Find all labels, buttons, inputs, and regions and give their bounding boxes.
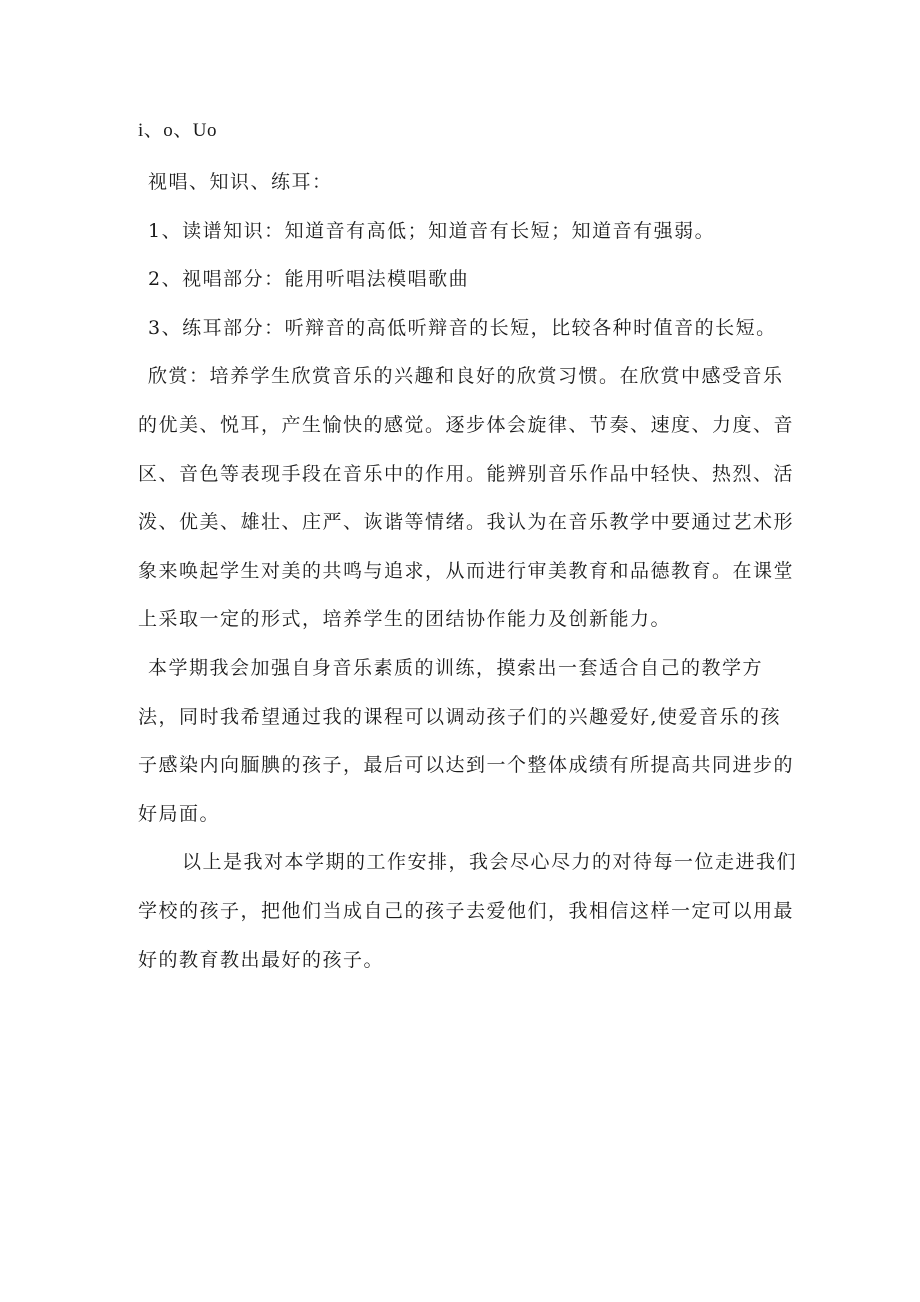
paragraph-plan: 本学期我会加强自身音乐素质的训练，摸索出一套适合自己的教学方法，同时我希望通过我的课程可以调动孩子们的兴趣爱好,使爱音乐的孩子感染内向腼腆的孩子，最后可以达到一个整体成绩有所提高共同进步的好局面。: [138, 656, 795, 825]
paragraph-conclusion: 以上是我对本学期的工作安排，我会尽心尽力的对待每一位走进我们学校的孩子，把他们当成自己的孩子去爱他们，我相信这样一定可以用最好的教育教出最好的孩子。: [138, 851, 798, 971]
paragraph-appreciation: 欣赏：培养学生欣赏音乐的兴趣和良好的欣赏习惯。在欣赏中感受音乐的优美、悦耳，产生愉快的感觉。逐步体会旋律、节奏、速度、力度、音区、音色等表现手段在音乐中的作用。能辨别音乐作品中轻快、热烈、活泼、优美、雄壮、庄严、诙谐等情绪。我认为在音乐教学中要通过艺术形象来唤起学生对美的共鸣与追求，从而进行审美教育和品德教育。在课堂上采取一定的形式，培养学生的团结协作能力及创新能力。: [138, 365, 795, 631]
list-item-reading: 1、读谱知识：知道音有高低；知道音有长短；知道音有强弱。: [148, 219, 716, 242]
list-item-singing: 2、视唱部分：能用听唱法模唱歌曲: [148, 268, 470, 291]
document-body: [138, 118, 798, 984]
phonetic-line: i、o、Uo: [138, 120, 218, 141]
section-heading: 视唱、知识、练耳：: [148, 171, 333, 193]
list-item-ear-training: 3、练耳部分：听辩音的高低听辩音的长短，比较各种时值音的长短。: [148, 316, 777, 339]
